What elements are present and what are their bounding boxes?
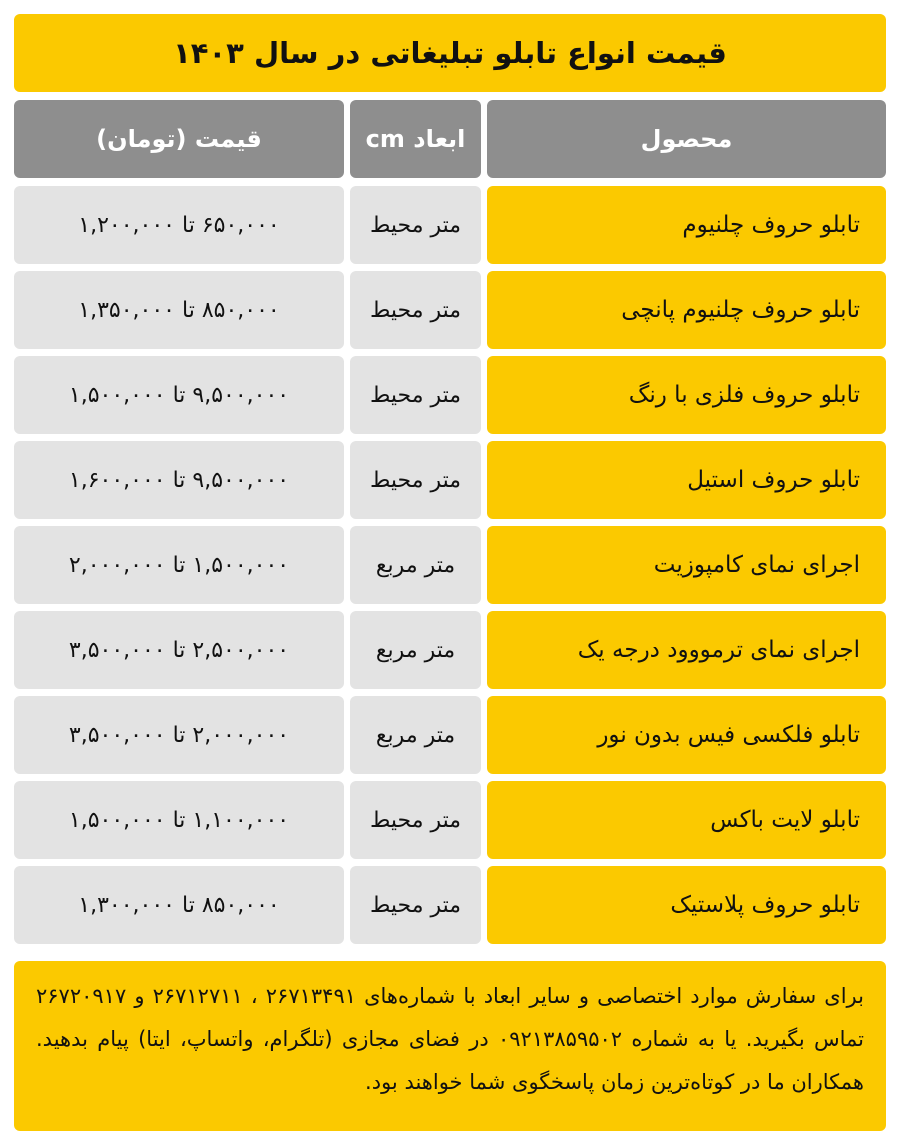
product-cell: تابلو حروف پلاستیک bbox=[487, 866, 886, 944]
product-cell: تابلو لایت باکس bbox=[487, 781, 886, 859]
dimension-cell: متر مربع bbox=[350, 526, 481, 604]
product-cell: تابلو فلکسی فیس بدون نور bbox=[487, 696, 886, 774]
table-row bbox=[0, 526, 900, 604]
dimension-cell: متر محیط bbox=[350, 781, 481, 859]
table-row bbox=[0, 186, 900, 264]
header-dimension: ابعاد cm bbox=[350, 100, 481, 178]
dimension-cell: متر مربع bbox=[350, 611, 481, 689]
price-cell: ۹,۵۰۰,۰۰۰ تا ۱,۶۰۰,۰۰۰ bbox=[14, 441, 344, 519]
product-cell: تابلو حروف چلنیوم bbox=[487, 186, 886, 264]
dimension-cell: متر محیط bbox=[350, 356, 481, 434]
table-row bbox=[0, 696, 900, 774]
price-cell: ۸۵۰,۰۰۰ تا ۱,۳۵۰,۰۰۰ bbox=[14, 271, 344, 349]
product-cell: اجرای نمای کامپوزیت bbox=[487, 526, 886, 604]
price-cell: ۱,۵۰۰,۰۰۰ تا ۲,۰۰۰,۰۰۰ bbox=[14, 526, 344, 604]
dimension-cell: متر محیط bbox=[350, 866, 481, 944]
header-product: محصول bbox=[487, 100, 886, 178]
table-row bbox=[0, 781, 900, 859]
product-cell: تابلو حروف چلنیوم پانچی bbox=[487, 271, 886, 349]
price-cell: ۸۵۰,۰۰۰ تا ۱,۳۰۰,۰۰۰ bbox=[14, 866, 344, 944]
price-cell: ۲,۵۰۰,۰۰۰ تا ۳,۵۰۰,۰۰۰ bbox=[14, 611, 344, 689]
table-row bbox=[0, 356, 900, 434]
table-row bbox=[0, 866, 900, 944]
page-title: قیمت انواع تابلو تبلیغاتی در سال ۱۴۰۳ bbox=[14, 14, 886, 92]
price-cell: ۶۵۰,۰۰۰ تا ۱,۲۰۰,۰۰۰ bbox=[14, 186, 344, 264]
table-row bbox=[0, 271, 900, 349]
price-cell: ۱,۱۰۰,۰۰۰ تا ۱,۵۰۰,۰۰۰ bbox=[14, 781, 344, 859]
header-price: قیمت (تومان) bbox=[14, 100, 344, 178]
dimension-cell: متر محیط bbox=[350, 271, 481, 349]
product-cell: اجرای نمای ترمووود درجه یک bbox=[487, 611, 886, 689]
table-row bbox=[0, 611, 900, 689]
product-cell: تابلو حروف استیل bbox=[487, 441, 886, 519]
contact-note: برای سفارش موارد اختصاصی و سایر ابعاد با شماره‌های ۲۶۷۱۳۴۹۱ ، ۲۶۷۱۲۷۱۱ و ۲۶۷۲۰۹۱۷ تماس بگیرید. یا به شماره ۰۹۲۱۳۸۵۹۵۰۲ در فضای مجازی (تلگرام، واتساپ، ایتا) پیام بدهید. همکاران ما در کوتاه‌ترین زمان پاسخگوی شما خواهند بود. bbox=[14, 961, 886, 1131]
price-cell: ۹,۵۰۰,۰۰۰ تا ۱,۵۰۰,۰۰۰ bbox=[14, 356, 344, 434]
product-cell: تابلو حروف فلزی با رنگ bbox=[487, 356, 886, 434]
price-cell: ۲,۰۰۰,۰۰۰ تا ۳,۵۰۰,۰۰۰ bbox=[14, 696, 344, 774]
table-row bbox=[0, 441, 900, 519]
dimension-cell: متر مربع bbox=[350, 696, 481, 774]
dimension-cell: متر محیط bbox=[350, 186, 481, 264]
dimension-cell: متر محیط bbox=[350, 441, 481, 519]
